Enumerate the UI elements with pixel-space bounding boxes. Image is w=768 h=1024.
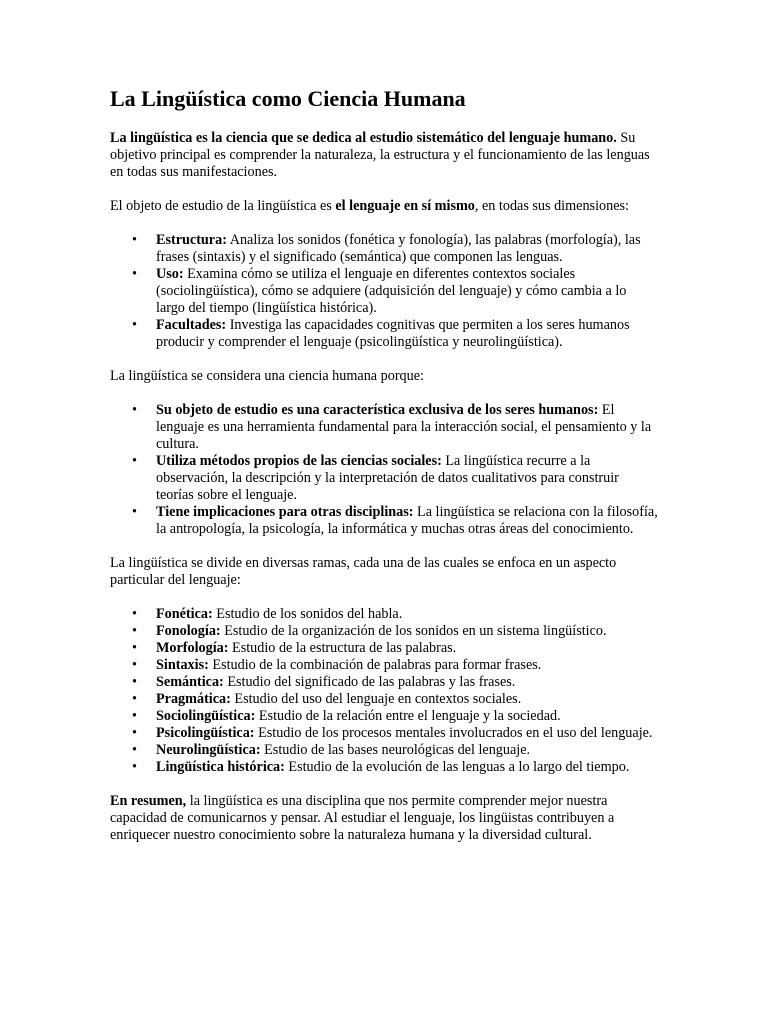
summary-bold: En resumen, — [110, 793, 187, 809]
item-text: Estudio del uso del lenguaje en contextos sociales. — [230, 691, 522, 707]
intro-bold: La lingüística es la ciencia que se dedica al estudio sistemático del lenguaje humano. — [110, 130, 617, 146]
item-term: Uso: — [156, 266, 184, 282]
item-term: Neurolingüística: — [156, 742, 261, 758]
list-item — [156, 232, 658, 266]
item-term: Facultades: — [156, 317, 227, 333]
item-term: Pragmática: — [156, 691, 231, 707]
object-pre: El objeto de estudio de la lingüística es — [110, 198, 336, 214]
page-title: La Lingüística como Ciencia Humana — [110, 86, 466, 111]
document-page — [110, 84, 658, 844]
list-item — [156, 725, 658, 742]
list-item — [156, 606, 658, 623]
list-item — [156, 453, 658, 504]
item-text: Estudio de la relación entre el lenguaje y la sociedad. — [255, 708, 561, 724]
item-term: Estructura: — [156, 232, 227, 248]
item-text: Investiga las capacidades cognitivas que permiten a los seres humanos producir y comprender el lenguaje (psicolingüística y neurolingüística). — [156, 317, 630, 350]
list-item — [156, 640, 658, 657]
item-term: Semántica: — [156, 674, 224, 690]
intro-paragraph — [110, 130, 658, 181]
item-text: La lingüística se relaciona con la filosofía, la antropología, la psicología, la informática y muchas otras áreas del conocimiento. — [156, 504, 658, 537]
item-text: El lenguaje es una herramienta fundamental para la interacción social, el pensamiento y la cultura. — [156, 402, 652, 452]
item-text: Estudio de las bases neurológicas del lenguaje. — [260, 742, 531, 758]
item-term: Morfología: — [156, 640, 229, 656]
summary-paragraph — [110, 793, 658, 844]
list-item — [156, 674, 658, 691]
list-item — [156, 657, 658, 674]
item-term: Su objeto de estudio es una característica exclusiva de los seres humanos: — [156, 402, 599, 418]
item-text: La lingüística recurre a la observación, la descripción y la interpretación de datos cualitativos para construir teorías sobre el lenguaje. — [156, 453, 619, 503]
item-term: Tiene implicaciones para otras disciplinas: — [156, 504, 414, 520]
object-bold: el lenguaje en sí mismo — [335, 198, 475, 214]
item-text: Estudio de la organización de los sonidos en un sistema lingüístico. — [220, 623, 607, 639]
dimensions-list — [110, 232, 658, 351]
branches-intro-paragraph: La lingüística se divide en diversas ramas, cada una de las cuales se enfoca en un aspecto particular del lenguaje: — [110, 555, 617, 588]
item-text: Estudio de la evolución de las lenguas a lo largo del tiempo. — [284, 759, 630, 775]
item-term: Sintaxis: — [156, 657, 209, 673]
item-term: Sociolingüística: — [156, 708, 256, 724]
branches-list — [110, 606, 658, 776]
item-term: Lingüística histórica: — [156, 759, 285, 775]
list-item — [156, 691, 658, 708]
list-item — [156, 317, 658, 351]
item-text: Estudio de los sonidos del habla. — [212, 606, 403, 622]
list-item — [156, 402, 658, 453]
item-text: Estudio del significado de las palabras y las frases. — [223, 674, 516, 690]
human-intro-paragraph: La lingüística se considera una ciencia humana porque: — [110, 368, 424, 384]
list-item — [156, 623, 658, 640]
list-item — [156, 742, 658, 759]
list-item — [156, 708, 658, 725]
item-term: Fonética: — [156, 606, 213, 622]
intro-text: Su objetivo principal es comprender la naturaleza, la estructura y el funcionamiento de las lenguas en todas sus manifestaciones. — [110, 130, 650, 180]
summary-text: la lingüística es una disciplina que nos permite comprender mejor nuestra capacidad de comunicarnos y pensar. Al estudiar el lenguaje, los lingüistas contribuyen a enriquecer nuestro conocimiento sobre la naturaleza humana y la diversidad cultural. — [110, 793, 615, 843]
object-post: , en todas sus dimensiones: — [474, 198, 629, 214]
list-item — [156, 759, 658, 776]
item-text: Examina cómo se utiliza el lenguaje en diferentes contextos sociales (sociolingüística), cómo se adquiere (adquisición del lenguaje) y cómo cambia a lo largo del tiempo (lingüística histórica). — [156, 266, 627, 316]
item-text: Estudio de la combinación de palabras para formar frases. — [208, 657, 542, 673]
reasons-list — [110, 402, 658, 538]
item-term: Fonología: — [156, 623, 221, 639]
object-paragraph — [110, 198, 658, 215]
item-text: Analiza los sonidos (fonética y fonología), las palabras (morfología), las frases (sintaxis) y el significado (semántica) que componen las lenguas. — [156, 232, 641, 265]
item-term: Utiliza métodos propios de las ciencias sociales: — [156, 453, 442, 469]
list-item — [156, 504, 658, 538]
item-text: Estudio de los procesos mentales involucrados en el uso del lenguaje. — [254, 725, 653, 741]
item-text: Estudio de la estructura de las palabras. — [228, 640, 457, 656]
list-item — [156, 266, 658, 317]
item-term: Psicolingüística: — [156, 725, 255, 741]
